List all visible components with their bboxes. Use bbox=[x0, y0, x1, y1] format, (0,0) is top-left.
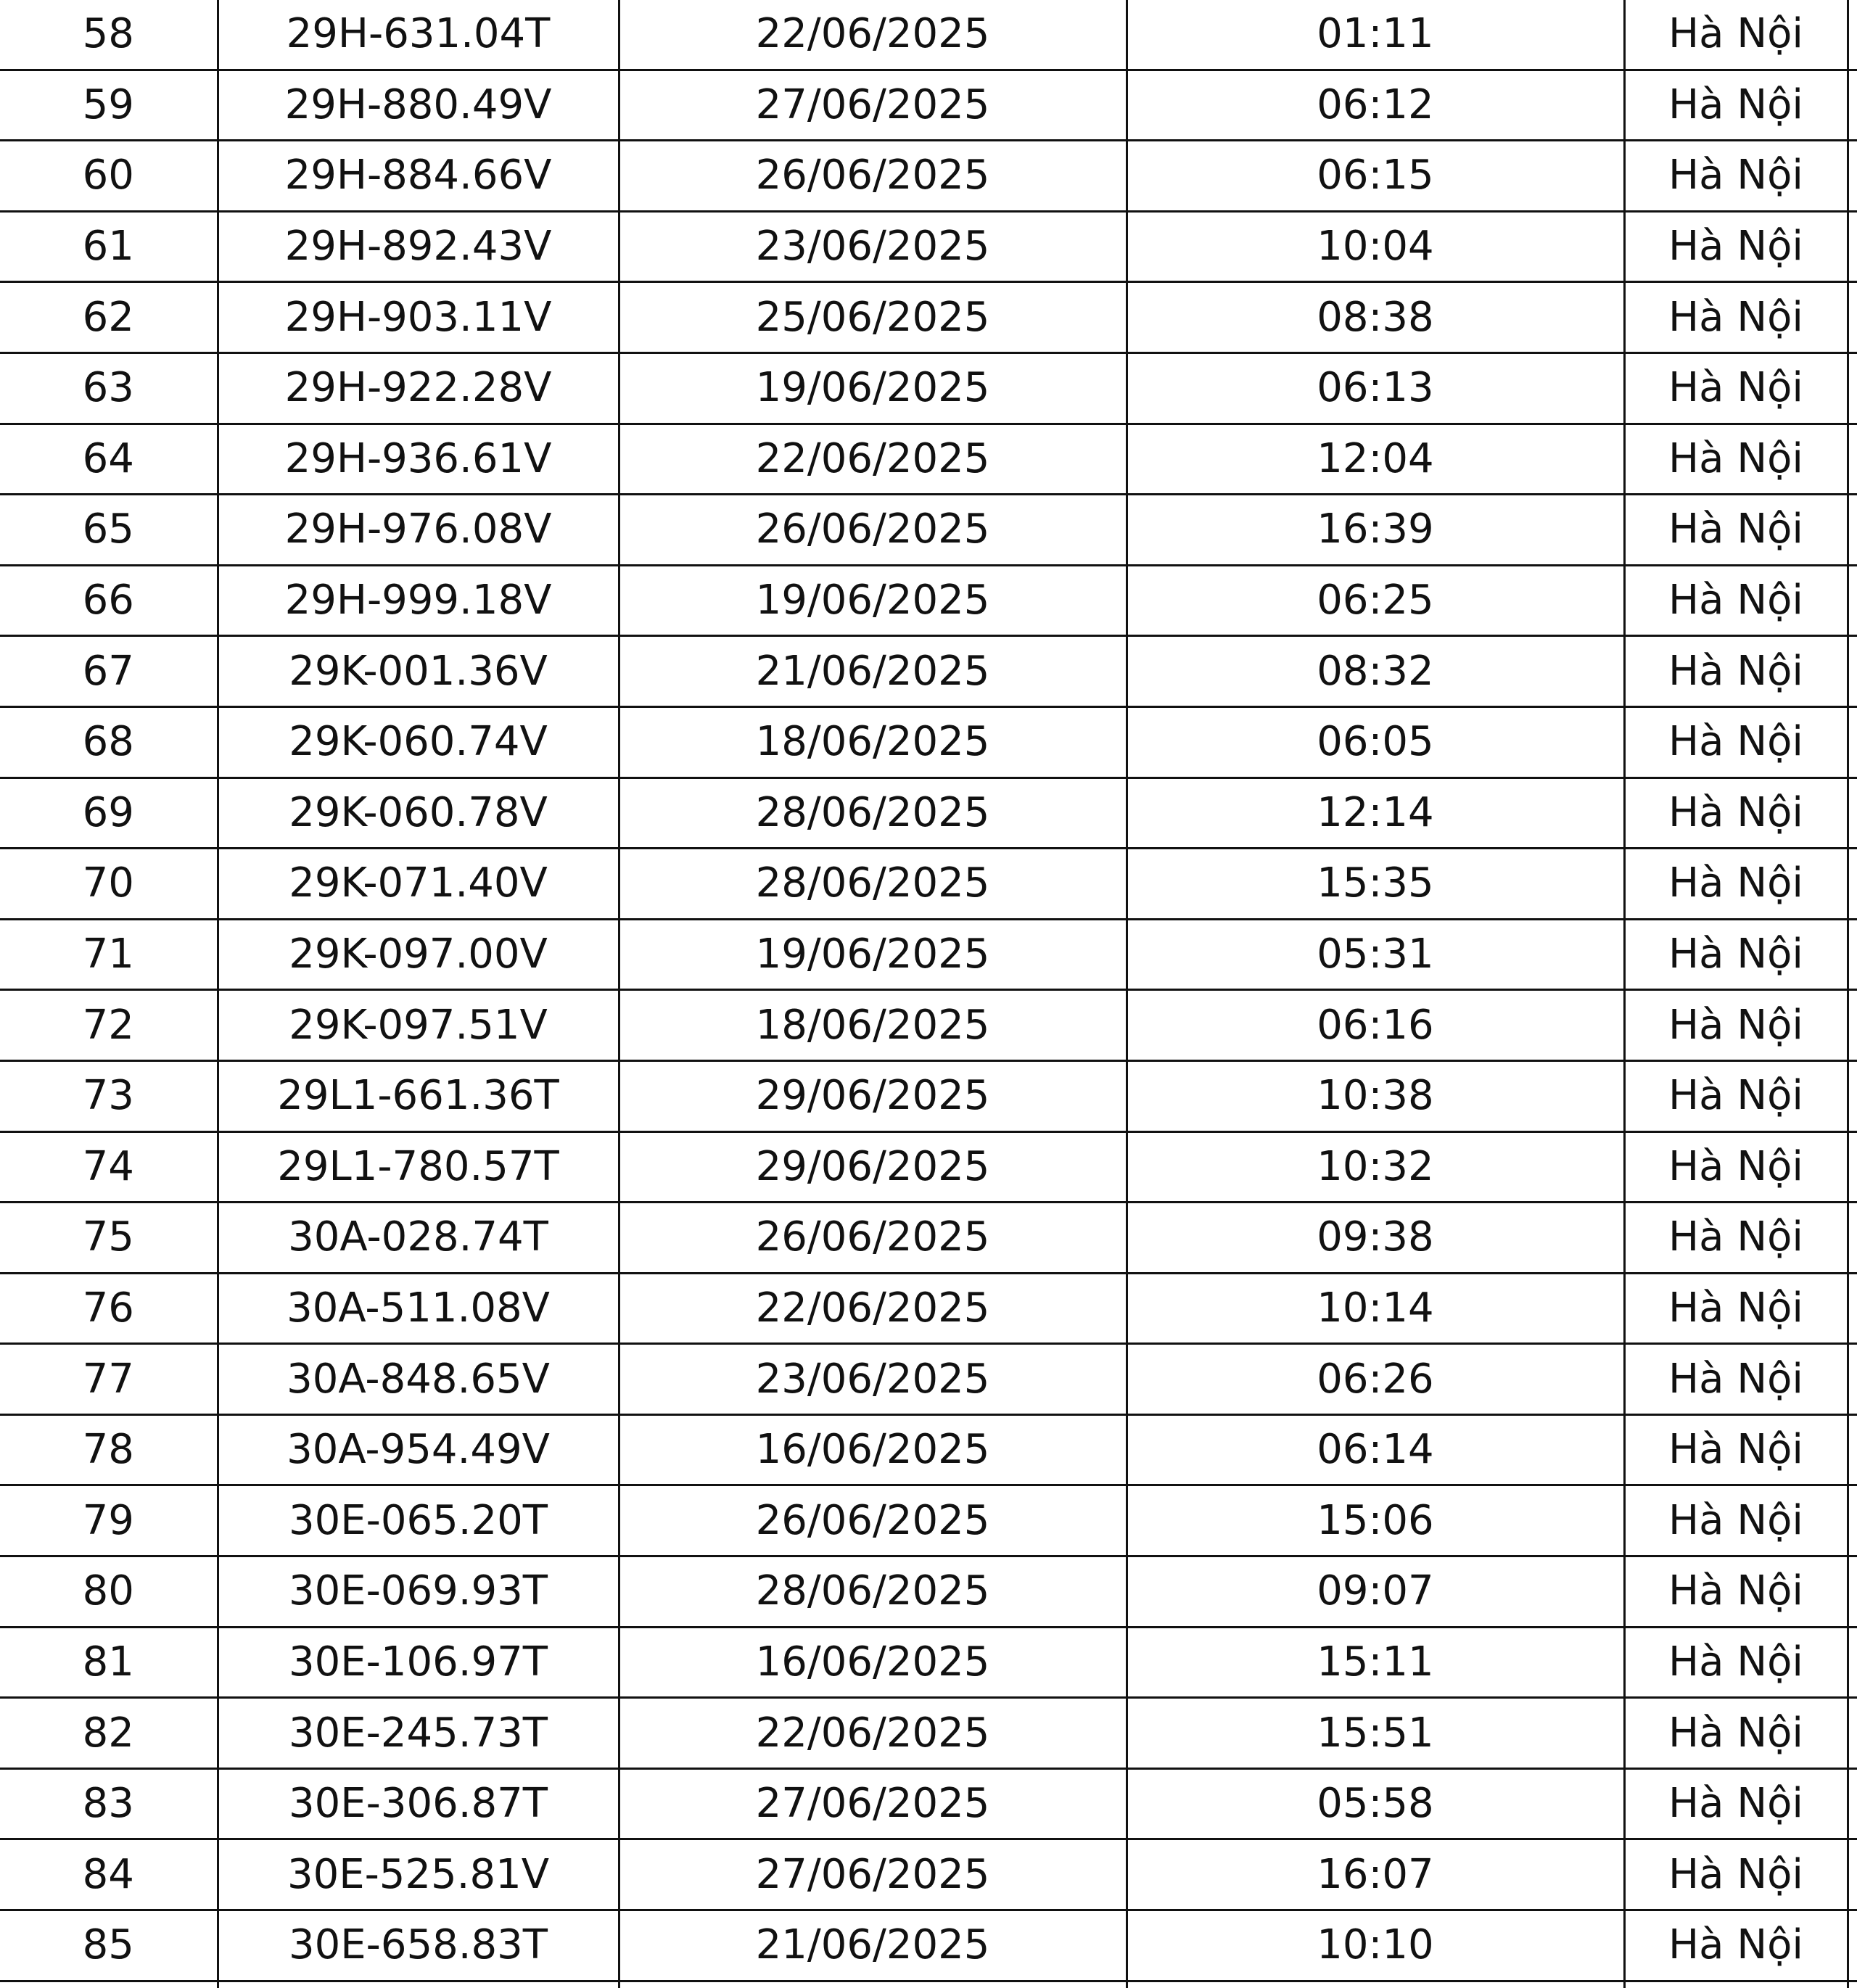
next-column-edge-cell[interactable] bbox=[1848, 352, 1857, 424]
license-plate-cell[interactable]: 29L1-780.57T bbox=[218, 1131, 619, 1203]
row-number-cell[interactable]: 82 bbox=[0, 1698, 218, 1769]
table-row bbox=[0, 706, 1857, 778]
next-column-edge-cell[interactable] bbox=[1848, 849, 1857, 920]
row-number-cell[interactable]: 58 bbox=[0, 0, 218, 70]
partial-row-cell[interactable] bbox=[1127, 1981, 1624, 1988]
next-column-edge-cell[interactable] bbox=[1848, 1344, 1857, 1415]
location-cell[interactable]: Hà Nội bbox=[1624, 1273, 1848, 1344]
next-column-edge-cell[interactable] bbox=[1848, 1556, 1857, 1628]
table-row bbox=[0, 778, 1857, 849]
violation-time-cell[interactable]: 06:13 bbox=[1127, 352, 1624, 424]
location-cell[interactable]: Hà Nội bbox=[1624, 1203, 1848, 1274]
row-number-cell[interactable]: 85 bbox=[0, 1910, 218, 1981]
violation-date-cell[interactable]: 29/06/2025 bbox=[619, 1131, 1127, 1203]
violation-date-cell[interactable]: 29/06/2025 bbox=[619, 1060, 1127, 1131]
row-number-cell[interactable]: 76 bbox=[0, 1273, 218, 1344]
license-plate-cell[interactable]: 29H-922.28V bbox=[218, 352, 619, 424]
next-column-edge-cell[interactable] bbox=[1848, 0, 1857, 70]
table-row bbox=[0, 1414, 1857, 1485]
location-cell[interactable]: Hà Nội bbox=[1624, 1910, 1848, 1981]
next-column-edge-cell[interactable] bbox=[1848, 1485, 1857, 1556]
violation-date-cell[interactable]: 27/06/2025 bbox=[619, 1839, 1127, 1910]
license-plate-cell[interactable]: 30E-525.81V bbox=[218, 1839, 619, 1910]
license-plate-cell[interactable]: 30A-028.74T bbox=[218, 1203, 619, 1274]
next-column-edge-cell[interactable] bbox=[1848, 706, 1857, 778]
next-column-edge-cell[interactable] bbox=[1848, 990, 1857, 1061]
location-cell[interactable]: Hà Nội bbox=[1624, 282, 1848, 353]
row-number-cell[interactable]: 79 bbox=[0, 1485, 218, 1556]
violation-time-cell[interactable]: 10:14 bbox=[1127, 1273, 1624, 1344]
violation-date-cell[interactable]: 27/06/2025 bbox=[619, 1768, 1127, 1839]
violation-time-cell[interactable]: 06:16 bbox=[1127, 990, 1624, 1061]
row-number-cell[interactable]: 60 bbox=[0, 141, 218, 212]
row-number-cell[interactable]: 78 bbox=[0, 1414, 218, 1485]
location-cell[interactable]: Hà Nội bbox=[1624, 636, 1848, 707]
row-number-cell[interactable]: 62 bbox=[0, 282, 218, 353]
table-row bbox=[0, 211, 1857, 282]
violation-time-cell[interactable]: 09:38 bbox=[1127, 1203, 1624, 1274]
table-row bbox=[0, 990, 1857, 1061]
license-plate-cell[interactable]: 29H-999.18V bbox=[218, 565, 619, 636]
violation-time-cell[interactable]: 10:32 bbox=[1127, 1131, 1624, 1203]
violation-date-cell[interactable]: 26/06/2025 bbox=[619, 495, 1127, 566]
violation-time-cell[interactable]: 15:06 bbox=[1127, 1485, 1624, 1556]
license-plate-cell[interactable]: 29H-936.61V bbox=[218, 424, 619, 495]
location-cell[interactable]: Hà Nội bbox=[1624, 1060, 1848, 1131]
license-plate-cell[interactable]: 30A-511.08V bbox=[218, 1273, 619, 1344]
violation-time-cell[interactable]: 09:07 bbox=[1127, 1556, 1624, 1628]
violation-date-cell[interactable]: 16/06/2025 bbox=[619, 1414, 1127, 1485]
row-number-cell[interactable]: 63 bbox=[0, 352, 218, 424]
license-plate-cell[interactable]: 30E-306.87T bbox=[218, 1768, 619, 1839]
next-column-edge-cell[interactable] bbox=[1848, 1414, 1857, 1485]
violation-date-cell[interactable]: 16/06/2025 bbox=[619, 1627, 1127, 1698]
next-column-edge-cell[interactable] bbox=[1848, 1131, 1857, 1203]
license-plate-cell[interactable]: 29L1-661.36T bbox=[218, 1060, 619, 1131]
next-column-edge-cell[interactable] bbox=[1848, 778, 1857, 849]
license-plate-cell[interactable]: 29H-880.49V bbox=[218, 70, 619, 141]
row-number-cell[interactable]: 61 bbox=[0, 211, 218, 282]
license-plate-cell[interactable]: 29H-903.11V bbox=[218, 282, 619, 353]
violation-date-cell[interactable]: 22/06/2025 bbox=[619, 0, 1127, 70]
table-row bbox=[0, 849, 1857, 920]
violation-date-cell[interactable]: 18/06/2025 bbox=[619, 706, 1127, 778]
violation-date-cell[interactable]: 28/06/2025 bbox=[619, 1556, 1127, 1628]
license-plate-cell[interactable]: 30E-658.83T bbox=[218, 1910, 619, 1981]
partial-row-cell[interactable] bbox=[0, 1981, 218, 1988]
violation-time-cell[interactable]: 06:12 bbox=[1127, 70, 1624, 141]
location-cell[interactable]: Hà Nội bbox=[1624, 70, 1848, 141]
next-column-edge-cell[interactable] bbox=[1848, 1203, 1857, 1274]
table-row bbox=[0, 1910, 1857, 1981]
violation-date-cell[interactable]: 28/06/2025 bbox=[619, 849, 1127, 920]
next-column-edge-cell[interactable] bbox=[1848, 1627, 1857, 1698]
location-cell[interactable]: Hà Nội bbox=[1624, 706, 1848, 778]
next-column-edge-cell[interactable] bbox=[1848, 495, 1857, 566]
violation-time-cell[interactable]: 05:31 bbox=[1127, 919, 1624, 990]
row-number-cell[interactable]: 68 bbox=[0, 706, 218, 778]
table-row bbox=[0, 1698, 1857, 1769]
partial-row-cell[interactable] bbox=[1624, 1981, 1848, 1988]
location-cell[interactable]: Hà Nội bbox=[1624, 1344, 1848, 1415]
table-row bbox=[0, 636, 1857, 707]
violation-date-cell[interactable]: 26/06/2025 bbox=[619, 1203, 1127, 1274]
next-column-edge-cell[interactable] bbox=[1848, 919, 1857, 990]
location-cell[interactable]: Hà Nội bbox=[1624, 211, 1848, 282]
location-cell[interactable]: Hà Nội bbox=[1624, 1627, 1848, 1698]
violation-date-cell[interactable]: 19/06/2025 bbox=[619, 352, 1127, 424]
license-plate-cell[interactable]: 29H-892.43V bbox=[218, 211, 619, 282]
license-plate-cell[interactable]: 30E-245.73T bbox=[218, 1698, 619, 1769]
next-column-edge-cell[interactable] bbox=[1848, 424, 1857, 495]
location-cell[interactable]: Hà Nội bbox=[1624, 1556, 1848, 1628]
license-plate-cell[interactable]: 29K-097.00V bbox=[218, 919, 619, 990]
violation-time-cell[interactable]: 05:58 bbox=[1127, 1768, 1624, 1839]
violation-date-cell[interactable]: 26/06/2025 bbox=[619, 141, 1127, 212]
license-plate-cell[interactable]: 29K-097.51V bbox=[218, 990, 619, 1061]
row-number-cell[interactable]: 71 bbox=[0, 919, 218, 990]
row-number-cell[interactable]: 83 bbox=[0, 1768, 218, 1839]
row-number-cell[interactable]: 65 bbox=[0, 495, 218, 566]
violation-time-cell[interactable]: 10:38 bbox=[1127, 1060, 1624, 1131]
license-plate-cell[interactable]: 29H-631.04T bbox=[218, 0, 619, 70]
violation-time-cell[interactable]: 12:14 bbox=[1127, 778, 1624, 849]
violation-time-cell[interactable]: 16:39 bbox=[1127, 495, 1624, 566]
license-plate-cell[interactable]: 30A-954.49V bbox=[218, 1414, 619, 1485]
next-column-edge-cell[interactable] bbox=[1848, 1273, 1857, 1344]
violation-date-cell[interactable]: 21/06/2025 bbox=[619, 636, 1127, 707]
location-cell[interactable]: Hà Nội bbox=[1624, 778, 1848, 849]
next-column-edge-cell[interactable] bbox=[1848, 1060, 1857, 1131]
location-cell[interactable]: Hà Nội bbox=[1624, 495, 1848, 566]
violation-date-cell[interactable]: 19/06/2025 bbox=[619, 565, 1127, 636]
table-row bbox=[0, 1344, 1857, 1415]
next-column-edge-cell[interactable] bbox=[1848, 565, 1857, 636]
row-number-cell[interactable]: 69 bbox=[0, 778, 218, 849]
license-plate-cell[interactable]: 30E-069.93T bbox=[218, 1556, 619, 1628]
violation-date-cell[interactable]: 26/06/2025 bbox=[619, 1485, 1127, 1556]
row-number-cell[interactable]: 64 bbox=[0, 424, 218, 495]
license-plate-cell[interactable]: 29K-060.78V bbox=[218, 778, 619, 849]
table-row bbox=[0, 1273, 1857, 1344]
row-number-cell[interactable]: 66 bbox=[0, 565, 218, 636]
table-row bbox=[0, 282, 1857, 353]
row-number-cell[interactable]: 81 bbox=[0, 1627, 218, 1698]
license-plate-cell[interactable]: 29K-060.74V bbox=[218, 706, 619, 778]
next-column-edge-cell[interactable] bbox=[1848, 211, 1857, 282]
location-cell[interactable]: Hà Nội bbox=[1624, 141, 1848, 212]
table-row bbox=[0, 1485, 1857, 1556]
violation-time-cell[interactable]: 08:32 bbox=[1127, 636, 1624, 707]
next-column-edge-cell[interactable] bbox=[1848, 282, 1857, 353]
next-column-edge-cell[interactable] bbox=[1848, 636, 1857, 707]
next-column-edge-cell[interactable] bbox=[1848, 1910, 1857, 1981]
partial-row bbox=[0, 1981, 1857, 1988]
violation-time-cell[interactable]: 06:05 bbox=[1127, 706, 1624, 778]
row-number-cell[interactable]: 59 bbox=[0, 70, 218, 141]
table-row bbox=[0, 1203, 1857, 1274]
table-row bbox=[0, 1131, 1857, 1203]
row-number-cell[interactable]: 70 bbox=[0, 849, 218, 920]
location-cell[interactable]: Hà Nội bbox=[1624, 1485, 1848, 1556]
location-cell[interactable]: Hà Nội bbox=[1624, 1131, 1848, 1203]
table-row bbox=[0, 919, 1857, 990]
license-plate-cell[interactable]: 30A-848.65V bbox=[218, 1344, 619, 1415]
license-plate-cell[interactable]: 29K-001.36V bbox=[218, 636, 619, 707]
violation-date-cell[interactable]: 21/06/2025 bbox=[619, 1910, 1127, 1981]
partial-row-cell[interactable] bbox=[218, 1981, 619, 1988]
row-number-cell[interactable]: 73 bbox=[0, 1060, 218, 1131]
license-plate-cell[interactable]: 29K-071.40V bbox=[218, 849, 619, 920]
location-cell[interactable]: Hà Nội bbox=[1624, 352, 1848, 424]
table-row bbox=[0, 0, 1857, 70]
violation-date-cell[interactable]: 18/06/2025 bbox=[619, 990, 1127, 1061]
violation-time-cell[interactable]: 06:14 bbox=[1127, 1414, 1624, 1485]
violation-date-cell[interactable]: 22/06/2025 bbox=[619, 1273, 1127, 1344]
location-cell[interactable]: Hà Nội bbox=[1624, 1768, 1848, 1839]
violation-date-cell[interactable]: 25/06/2025 bbox=[619, 282, 1127, 353]
violation-date-cell[interactable]: 23/06/2025 bbox=[619, 211, 1127, 282]
violation-time-cell[interactable]: 06:25 bbox=[1127, 565, 1624, 636]
row-number-cell[interactable]: 77 bbox=[0, 1344, 218, 1415]
row-number-cell[interactable]: 67 bbox=[0, 636, 218, 707]
table-row bbox=[0, 1060, 1857, 1131]
license-plate-cell[interactable]: 30E-065.20T bbox=[218, 1485, 619, 1556]
row-number-cell[interactable]: 80 bbox=[0, 1556, 218, 1628]
violation-time-cell[interactable]: 10:10 bbox=[1127, 1910, 1624, 1981]
next-column-edge-cell[interactable] bbox=[1848, 1839, 1857, 1910]
location-cell[interactable]: Hà Nội bbox=[1624, 849, 1848, 920]
row-number-cell[interactable]: 75 bbox=[0, 1203, 218, 1274]
violation-time-cell[interactable]: 01:11 bbox=[1127, 0, 1624, 70]
table-row bbox=[0, 1556, 1857, 1628]
table-row bbox=[0, 565, 1857, 636]
license-plate-cell[interactable]: 30E-106.97T bbox=[218, 1627, 619, 1698]
location-cell[interactable]: Hà Nội bbox=[1624, 1698, 1848, 1769]
violation-date-cell[interactable]: 19/06/2025 bbox=[619, 919, 1127, 990]
violation-time-cell[interactable]: 15:51 bbox=[1127, 1698, 1624, 1769]
next-column-edge-cell[interactable] bbox=[1848, 141, 1857, 212]
table-row bbox=[0, 1768, 1857, 1839]
violation-time-cell[interactable]: 16:07 bbox=[1127, 1839, 1624, 1910]
table-row bbox=[0, 1627, 1857, 1698]
violation-time-cell[interactable]: 10:04 bbox=[1127, 211, 1624, 282]
table-row bbox=[0, 495, 1857, 566]
violation-date-cell[interactable]: 28/06/2025 bbox=[619, 778, 1127, 849]
row-number-cell[interactable]: 72 bbox=[0, 990, 218, 1061]
location-cell[interactable]: Hà Nội bbox=[1624, 990, 1848, 1061]
table-row bbox=[0, 70, 1857, 141]
license-plate-cell[interactable]: 29H-976.08V bbox=[218, 495, 619, 566]
row-number-cell[interactable]: 84 bbox=[0, 1839, 218, 1910]
license-plate-cell[interactable]: 29H-884.66V bbox=[218, 141, 619, 212]
row-number-cell[interactable]: 74 bbox=[0, 1131, 218, 1203]
violation-date-cell[interactable]: 23/06/2025 bbox=[619, 1344, 1127, 1415]
violation-time-cell[interactable]: 15:11 bbox=[1127, 1627, 1624, 1698]
location-cell[interactable]: Hà Nội bbox=[1624, 424, 1848, 495]
partial-row-cell[interactable] bbox=[619, 1981, 1127, 1988]
location-cell[interactable]: Hà Nội bbox=[1624, 565, 1848, 636]
violation-date-cell[interactable]: 22/06/2025 bbox=[619, 424, 1127, 495]
violation-time-cell[interactable]: 08:38 bbox=[1127, 282, 1624, 353]
table-row bbox=[0, 1839, 1857, 1910]
violation-time-cell[interactable]: 06:15 bbox=[1127, 141, 1624, 212]
next-column-edge-cell[interactable] bbox=[1848, 1698, 1857, 1769]
next-column-edge-cell[interactable] bbox=[1848, 1768, 1857, 1839]
location-cell[interactable]: Hà Nội bbox=[1624, 0, 1848, 70]
violation-time-cell[interactable]: 12:04 bbox=[1127, 424, 1624, 495]
table-row bbox=[0, 352, 1857, 424]
violation-date-cell[interactable]: 22/06/2025 bbox=[619, 1698, 1127, 1769]
partial-row-cell[interactable] bbox=[1848, 1981, 1857, 1988]
location-cell[interactable]: Hà Nội bbox=[1624, 1839, 1848, 1910]
violation-date-cell[interactable]: 27/06/2025 bbox=[619, 70, 1127, 141]
violation-time-cell[interactable]: 15:35 bbox=[1127, 849, 1624, 920]
next-column-edge-cell[interactable] bbox=[1848, 70, 1857, 141]
location-cell[interactable]: Hà Nội bbox=[1624, 1414, 1848, 1485]
violation-time-cell[interactable]: 06:26 bbox=[1127, 1344, 1624, 1415]
location-cell[interactable]: Hà Nội bbox=[1624, 919, 1848, 990]
table-row bbox=[0, 141, 1857, 212]
table-row bbox=[0, 424, 1857, 495]
